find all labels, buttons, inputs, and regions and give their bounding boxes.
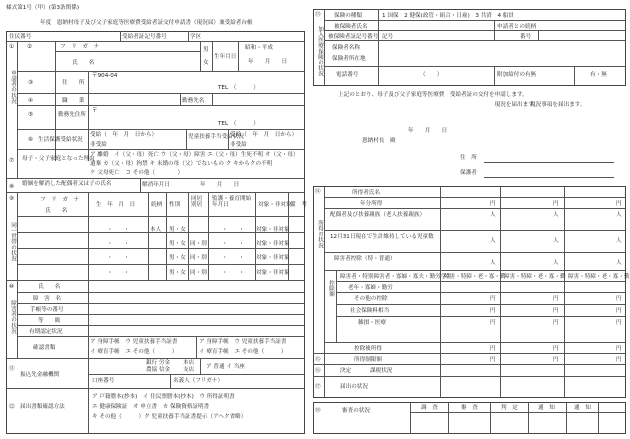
dissolution-date-label: 解消年月日 (142, 182, 170, 188)
yen-13: 円 (490, 346, 496, 352)
disability-section-label: 障害者の状況 (10, 300, 16, 334)
dis-name-label: 氏 名 (38, 284, 61, 290)
circle-3: ③ (28, 80, 34, 86)
hh-row4-sex: 男・女 (169, 270, 186, 276)
allowance-receiving: 受給（ 年 月 日から） (230, 132, 298, 138)
insurer-address-label: 保険者所在地 (332, 56, 366, 62)
persons-4: 人 (490, 238, 496, 244)
docs2-line2: イ 療育手帳 エ その他（ ） (199, 349, 287, 355)
circle-r3: ⑮ (315, 357, 321, 363)
yen-9: 円 (616, 308, 622, 314)
docs-line1: ア 身障手帳 ウ 児童扶養手当証書 (90, 339, 178, 345)
confirm-items-3: キ その他（ ）ク 児童扶養手当証書提示（アヘク省略） (92, 414, 247, 420)
symbol-label: 記号 (382, 34, 394, 40)
statement-current: 現況事項を届出ます。 (530, 102, 586, 108)
guardian-label: 保護者 (460, 170, 477, 176)
yen-15: 円 (616, 346, 622, 352)
reasons-line3: ケ 父母死亡 コ その他（ ） (90, 170, 184, 176)
bank-section-label: 振込先金融機関 (20, 372, 60, 378)
hh-row3-target: 対象・非対象 (256, 255, 290, 261)
era-label: 昭和・平成 (245, 45, 273, 51)
circle-11: ⑪ (9, 366, 15, 372)
hh-row1-target: 対象・非対象 (256, 227, 290, 233)
income-section-label: 所得の状況 (317, 220, 323, 248)
hh-row1-birth: ・ ・ (107, 227, 130, 233)
circle-r6: ⑱ (315, 408, 321, 414)
review-col-survey: 調 査 (421, 405, 438, 411)
review-col-notify2: 通 知 (574, 405, 591, 411)
confirm-docs-label: 確認書類 (33, 345, 56, 351)
yen-16: 円 (490, 357, 496, 363)
special-deduction-col4: 障害・特障・老・寡・勤 (568, 274, 630, 280)
livelihood-label: 生活保護受給状況 (38, 137, 83, 143)
hh-row4-cert: ・ ・ (222, 270, 245, 276)
circle-r2: ⑭ (315, 189, 321, 195)
hh-col-note: 備 考 (290, 202, 307, 208)
yen-18: 円 (616, 357, 622, 363)
circle-r1: ⑬ (315, 12, 321, 18)
limit-label: 所得制限額 (354, 357, 382, 363)
review-col-decision: 判 定 (501, 405, 518, 411)
sex-male: 男 (203, 47, 209, 53)
claims-section-label: 届出の状況 (340, 384, 368, 390)
postal-code: 〒904-04 (92, 73, 118, 79)
confirm-items-2: エ 健康保険証 オ 申立書 カ 保険資格証明書 (92, 404, 210, 410)
hh-col-name: 氏 名 (45, 208, 68, 214)
insured-number-label: 被保険者証記号番号 (328, 34, 379, 40)
circle-7: ⑦ (9, 158, 15, 164)
circle-1: ① (9, 44, 15, 50)
hh-row3-birth: ・ ・ (107, 255, 130, 261)
decision-label: 決定 (340, 368, 352, 374)
household-section-label: 同一世帯の状況 (10, 222, 16, 262)
bank-types2: 農協 信金 (146, 367, 171, 373)
hh-row4-same: 同・別 (190, 270, 207, 276)
name-label: 氏 名 (72, 60, 95, 66)
special-deduction-col2: 障害・特障・老・寡・勤 (444, 274, 506, 280)
confirm-method-label: 届出書類確認方法 (20, 404, 65, 410)
addl-benefit-value: 有・無 (590, 72, 607, 78)
hh-row2-target: 対象・非対象 (256, 241, 290, 247)
dis-grade-label: 等 級 (38, 318, 61, 324)
livelihood-receiving: 受給（ 年 月 日から） (90, 132, 158, 138)
yen-7: 円 (490, 308, 496, 314)
yen-4: 円 (490, 296, 496, 302)
circle-r4: ⑯ (315, 368, 321, 374)
tax-year-label: 年分所得 (360, 201, 383, 207)
review-col-notify: 通 知 (538, 405, 555, 411)
occupation-label: 職 業 (62, 98, 85, 104)
insured-name-label: 被保険者氏名 (334, 24, 368, 30)
persons-1: 人 (490, 212, 496, 218)
deduction-total-label: 控除後所得 (354, 346, 382, 352)
yen-5: 円 (553, 296, 559, 302)
insurance-section-label: 加入医療保険の状況 (317, 26, 323, 77)
branch-sub: 支店 (183, 367, 195, 373)
applicant-address-label: 住 所 (460, 155, 477, 161)
medical-label: その他の控除 (354, 296, 388, 302)
persons-3: 人 (616, 212, 622, 218)
tel-employer: TEL （ ） (218, 121, 259, 127)
account-number-label: 口座番号 (92, 378, 115, 384)
yen-1: 円 (490, 201, 496, 207)
yen-12: 円 (616, 320, 622, 326)
circle-6: ⑥ (28, 137, 34, 143)
form-number: 様式第1号（甲）(第3条関係) (6, 5, 80, 11)
bank-types1: 銀行 労金 (146, 360, 171, 366)
yen-3: 円 (616, 201, 622, 207)
yen-14: 円 (553, 346, 559, 352)
persons-8: 人 (553, 260, 559, 266)
hh-col-target: 対象・非対象 (258, 202, 292, 208)
hh-row2-same: 同・別 (190, 241, 207, 247)
branch-main: 本店 (183, 360, 195, 366)
hh-row1-sex: 男・女 (169, 227, 186, 233)
persons-9: 人 (616, 260, 622, 266)
dissolution-ymd: 年 月 日 (200, 182, 240, 188)
recipient-number-label: 受給者証記号番号 (122, 34, 167, 40)
number-label: 番号 (520, 34, 532, 40)
birth-date-label: 生年月日 (214, 54, 237, 60)
address-label: 住 所 (62, 80, 85, 86)
postal-mark: 〒 (92, 108, 98, 114)
circle-8: ⑧ (9, 184, 15, 190)
hh-row2-cert: ・ ・ (222, 241, 245, 247)
persons-7: 人 (490, 260, 496, 266)
account-holder-label: 名義人（フリガナ） (173, 378, 224, 384)
divorce-label: 婚姻を解消した配偶者又は子の氏名 (22, 181, 112, 187)
hh-row2-sex: 男・女 (169, 241, 186, 247)
dis-status-label: 有期認定状況 (29, 329, 63, 335)
hh-col-cert: 監護・養育開始年月日 (212, 196, 252, 208)
yen-6: 円 (616, 296, 622, 302)
hh-col-relation: 続柄 (151, 202, 163, 208)
special-deduction-label: 障害者・特別障害者・寡婦・寡夫・勤労学生 (340, 274, 452, 280)
allowance-not-receiving: 非受給 (230, 142, 247, 148)
insurance-type-label: 保険の種類 (334, 13, 362, 19)
circle-r5: ⑰ (315, 384, 321, 390)
dis-handbook-label: 手帳等の番号 (30, 307, 64, 313)
persons-2: 人 (553, 212, 559, 218)
child-allowance-label: 児童扶養手当受給状況 (188, 134, 244, 140)
social-label: 社会保険料相当 (350, 308, 390, 314)
hh-row2-birth: ・ ・ (107, 241, 130, 247)
elderly-label: 老年・寡婦・勤労 (348, 285, 393, 291)
yen-17: 円 (553, 357, 559, 363)
docs2-line1: ア 身障手帳 ウ 児童扶養手当証書 (199, 339, 287, 345)
hh-col-sex: 性別 (169, 202, 181, 208)
account-type: ア 普通 イ 当座 (206, 364, 245, 370)
addl-benefit-label: 附加給付の有無 (497, 72, 537, 78)
tel-address: TEL （ ） (218, 85, 259, 91)
school-district-label: 学区 (190, 34, 202, 40)
dec31-label: 12月31日現在で生計維持している児童数 (330, 234, 434, 240)
furigana-label: フ リ ガ ナ (60, 44, 100, 50)
circle-2: ② (27, 44, 33, 50)
phone-parens: （ ） (420, 72, 443, 78)
insurance-types: 1 国保 2 健保(政管・組合・日雇) 3 共済 4 船員 (382, 13, 514, 19)
statement-line2: 現況を届出ます。 (338, 102, 539, 108)
circle-4: ④ (28, 98, 34, 104)
docs-line2: イ 療育手帳 エ その他（ ） (90, 349, 178, 355)
hh-col-furigana: フ リ ガ ナ (40, 197, 80, 203)
hh-row3-sex: 男・女 (169, 255, 186, 261)
dis-type-label: 障 害 名 (33, 296, 61, 302)
circle-12: ⑫ (9, 404, 15, 410)
confirm-items-1: ア 戸籍謄本(抄本) イ 住民票謄本(抄本) ウ 所得証明書 (92, 394, 235, 400)
mayor-addressee: 恩納村長 殿 (362, 138, 396, 144)
hh-row4-birth: ・ ・ (107, 270, 130, 276)
tax-status-label: 課税状況 (370, 368, 393, 374)
hh-row1-cert: ・ ・ (222, 227, 245, 233)
review-col-review: 審 査 (461, 405, 478, 411)
hh-col-birth: 生 年 月 日 (96, 202, 136, 208)
circle-5: ⑤ (28, 112, 34, 118)
birth-ymd: 年 月 日 (248, 59, 288, 65)
circle-10: ⑩ (9, 284, 15, 290)
yen-11: 円 (553, 320, 559, 326)
reasons-line2: 遺棄 カ（父・母）拘禁 キ 未婚の母（父）でないもの ク キからクの不明 (90, 161, 273, 167)
hh-row3-cert: ・ ・ (222, 255, 245, 261)
special-deduction-col3: 障害・特障・老・寡・勤 (504, 274, 566, 280)
deduction-section-label: 控除額 (328, 280, 334, 297)
resident-number-label: 住民番号 (9, 34, 32, 40)
reasons-line1: ア 離婚 イ（父・母）死亡 ウ（父・母）障害 エ（父・母）生死不明 オ（父・母） (90, 152, 299, 158)
insurer-name-label: 保険者名称 (332, 45, 360, 51)
hh-row3-same: 同・別 (190, 255, 207, 261)
dependents-label: 配偶者及び扶養親族（老人扶養親族） (330, 212, 426, 218)
livelihood-not-receiving: 非受給 (90, 142, 107, 148)
income-name-label: 所得者氏名 (352, 190, 380, 196)
hh-col-same: 同居別居 (191, 196, 203, 208)
misc-deduction-label: 雑損・医療 (358, 320, 386, 326)
circle-9: ⑨ (9, 196, 15, 202)
applicant-section-label: 申請者の状況 (10, 70, 16, 104)
reason-label: 母子・父子家庭となった理由 (22, 156, 95, 162)
statement-line1: 上記のとおり、母子及び父子家庭等医療費 受給者証の交付を申請します。 (338, 92, 528, 98)
yen-8: 円 (553, 308, 559, 314)
yen-2: 円 (553, 201, 559, 207)
yen-10: 円 (490, 320, 496, 326)
application-date: 年 月 日 (408, 128, 448, 134)
disabled-deduction-label: 障害者控除（特・普通） (334, 256, 396, 262)
review-label: 審査の状況 (342, 408, 370, 414)
applicant-relation-label: 申請者との続柄 (497, 24, 537, 30)
persons-5: 人 (553, 238, 559, 244)
persons-6: 人 (616, 238, 622, 244)
employer-name-label: 勤務先名 (182, 98, 205, 104)
phone-label: 電話番号 (336, 72, 359, 78)
employer-address-label: 勤務先住所 (58, 112, 86, 118)
sex-female: 女 (203, 60, 209, 66)
form-title: 年度 恩納村母子及び父子家庭等医療費受給者証交付申請書（現況届）兼受給者台帳 (40, 20, 253, 26)
hh-row4-target: 対象・非対象 (256, 270, 290, 276)
hh-row1-relation: 本人 (150, 227, 162, 233)
